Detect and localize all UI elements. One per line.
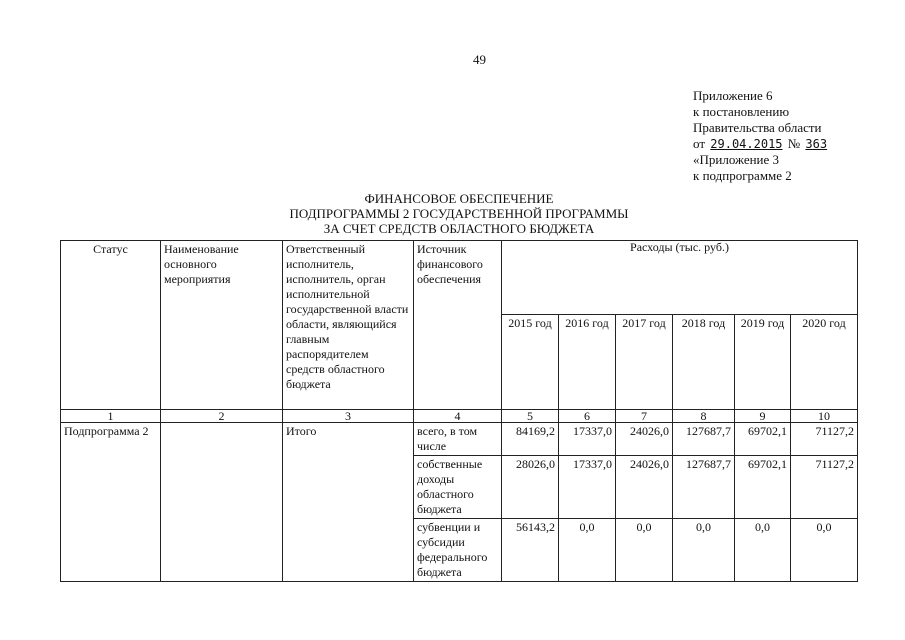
- column-number: 9: [735, 410, 791, 423]
- header-source: Источник финансового обеспечения: [414, 241, 502, 410]
- status-cell: Подпрограмма 2: [61, 423, 161, 582]
- decree-date: 29.04.2015: [710, 137, 783, 151]
- value-cell: 0,0: [791, 519, 858, 582]
- appendix-line: «Приложение 3: [693, 152, 780, 167]
- header-row: [61, 241, 858, 315]
- value-cell: 0,0: [673, 519, 735, 582]
- number-prefix: №: [787, 136, 801, 151]
- appendix-date-line: [693, 136, 829, 152]
- title-line: ФИНАНСОВОЕ ОБЕСПЕЧЕНИЕ: [364, 191, 554, 206]
- value-cell: 127687,7: [673, 456, 735, 519]
- header-executor: Ответственный исполнитель, исполнитель, орган исполнительной государственной власти области, являющийся главным распорядителем средств областного бюджета: [283, 241, 414, 410]
- header-year: 2017 год: [616, 314, 673, 409]
- financing-table: [60, 240, 858, 582]
- appendix-line: к постановлению: [693, 104, 790, 119]
- header-year: 2019 год: [735, 314, 791, 409]
- value-cell: 24026,0: [616, 456, 673, 519]
- column-number: 10: [791, 410, 858, 423]
- title-line: ЗА СЧЕТ СРЕДСТВ ОБЛАСТНОГО БЮДЖЕТА: [323, 221, 595, 236]
- column-number: 5: [502, 410, 559, 423]
- header-expenses: Расходы (тыс. руб.): [502, 241, 858, 315]
- source-cell: всего, в том числе: [414, 423, 502, 456]
- header-year: 2020 год: [791, 314, 858, 409]
- value-cell: 28026,0: [502, 456, 559, 519]
- source-cell: собственные доходы областного бюджета: [414, 456, 502, 519]
- title-line: ПОДПРОГРАММЫ 2 ГОСУДАРСТВЕННОЙ ПРОГРАММЫ: [289, 206, 629, 221]
- column-number-row: [61, 410, 858, 423]
- value-cell: 127687,7: [673, 423, 735, 456]
- appendix-line: Правительства области: [693, 120, 822, 135]
- column-number: 4: [414, 410, 502, 423]
- value-cell: 69702,1: [735, 423, 791, 456]
- value-cell: 56143,2: [502, 519, 559, 582]
- column-number: 3: [283, 410, 414, 423]
- value-cell: 0,0: [616, 519, 673, 582]
- value-cell: 24026,0: [616, 423, 673, 456]
- decree-number: 363: [805, 137, 828, 151]
- appendix-line: к подпрограмме 2: [693, 168, 792, 183]
- value-cell: 71127,2: [791, 423, 858, 456]
- column-number: 8: [673, 410, 735, 423]
- table-row: [61, 423, 858, 456]
- value-cell: 71127,2: [791, 456, 858, 519]
- document-title: [200, 191, 718, 236]
- value-cell: 69702,1: [735, 456, 791, 519]
- value-cell: 17337,0: [559, 456, 616, 519]
- value-cell: 0,0: [735, 519, 791, 582]
- appendix-block: [693, 88, 829, 184]
- header-year: 2018 год: [673, 314, 735, 409]
- header-name: Наименование основного мероприятия: [161, 241, 283, 410]
- column-number: 1: [61, 410, 161, 423]
- executor-cell: Итого: [283, 423, 414, 582]
- column-number: 2: [161, 410, 283, 423]
- value-cell: 0,0: [559, 519, 616, 582]
- header-year: 2015 год: [502, 314, 559, 409]
- header-year: 2016 год: [559, 314, 616, 409]
- column-number: 6: [559, 410, 616, 423]
- appendix-line: Приложение 6: [693, 88, 773, 103]
- page-number: 49: [473, 52, 486, 67]
- name-cell: [161, 423, 283, 582]
- value-cell: 84169,2: [502, 423, 559, 456]
- header-status: Статус: [61, 241, 161, 410]
- value-cell: 17337,0: [559, 423, 616, 456]
- source-cell: субвенции и субсидии федерального бюджета: [414, 519, 502, 582]
- date-prefix: от: [693, 136, 706, 151]
- column-number: 7: [616, 410, 673, 423]
